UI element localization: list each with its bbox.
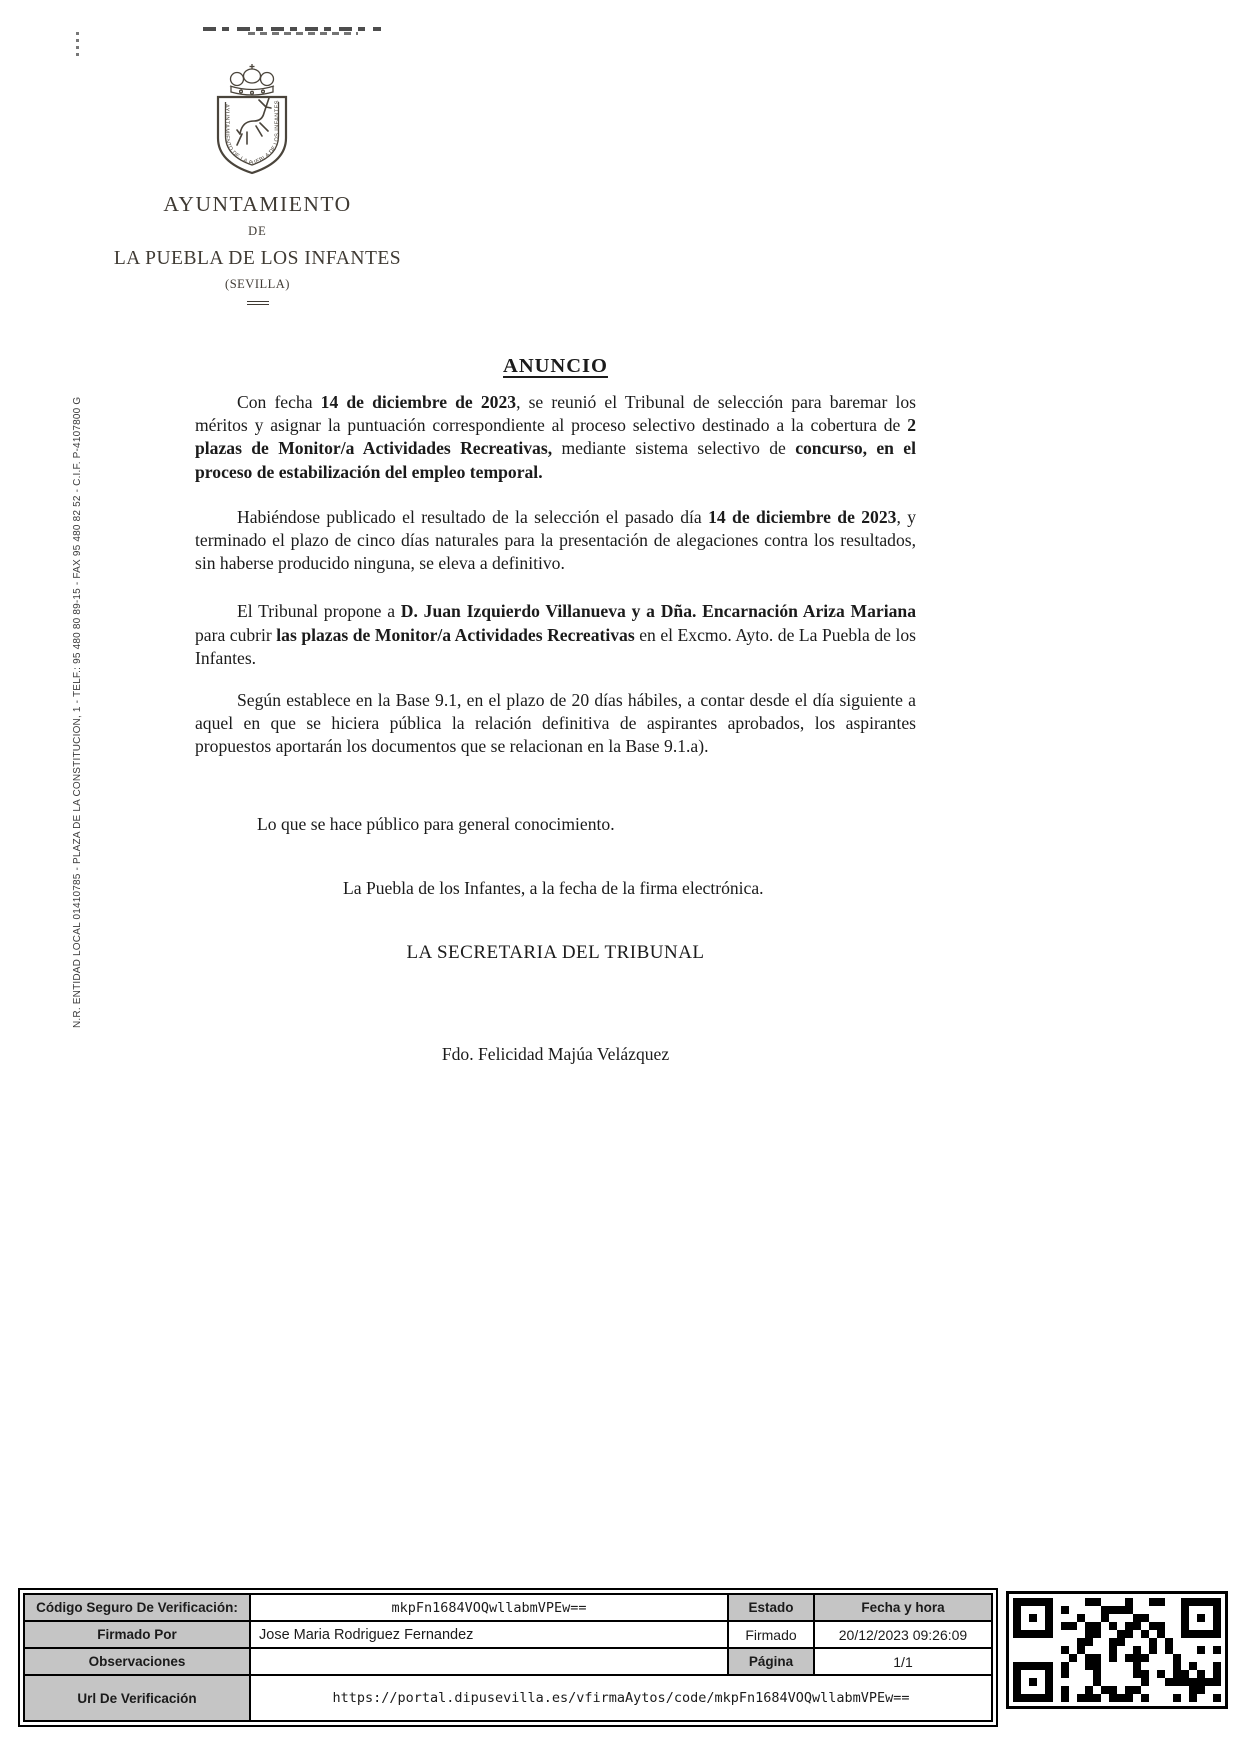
signer-role-line: LA SECRETARIA DEL TRIBUNAL [406,942,705,964]
csv-label: Código Seguro De Verificación: [24,1594,250,1621]
deer-icon [237,98,271,145]
place-and-date-line: La Puebla de los Infantes, a la fecha de la firma electrónica. [343,877,764,898]
crest-ring-text: AYUNTAMIENTO DE LA PUEBLA DE LOS INFANTES [223,100,281,167]
table-row [24,1594,992,1621]
crest-icon [204,62,300,184]
org-name-line-1: AYUNTAMIENTO [163,192,352,216]
page-title: ANUNCIO [503,355,608,377]
qr-pattern [1013,1598,1221,1702]
org-name-line-2: DE [248,224,267,238]
csv-value: mkpFn1684VOQwllabmVPEw== [250,1594,728,1621]
pagina-header: Página [728,1648,814,1675]
organization-header [100,192,415,305]
scan-artifact-line-2 [248,32,358,35]
municipal-crest [204,62,300,184]
document-body [195,391,916,1066]
signed-by-line: Fdo. Felicidad Majúa Velázquez [441,1044,670,1065]
table-row [24,1621,992,1648]
url-verificacion-value: https://portal.dipusevilla.es/vfirmaAytos/code/mkpFn1684VOQwllabmVPEw== [250,1675,992,1721]
scan-artifact-corner [76,30,79,56]
firmado-por-value: Jose Maria Rodriguez Fernandez [250,1621,728,1648]
paragraph-4: Según establece en la Base 9.1, en el plazo de 20 días hábiles, a contar desde el día siguiente a aquel en que se hiciera pública la relación definitiva de aspirantes aprobados, los aspirantes propuestos aportarán los documentos que se relacionan en la Base 9.1.a). [195,690,916,757]
observaciones-label: Observaciones [24,1648,250,1675]
closing-line: Lo que se hace público para general conocimiento. [257,813,615,834]
scan-artifact-line [203,27,381,31]
qr-code [1006,1591,1228,1709]
estado-header: Estado [728,1594,814,1621]
svg-text:AYUNTAMIENTO DE LA PUEBLA DE L [223,100,280,167]
estado-value: Firmado [728,1621,814,1648]
paragraph-3: El Tribunal propone a D. Juan Izquierdo Villanueva y a Dña. Encarnación Ariza Mariana para cubrir las plazas de Monitor/a Actividades Recreativas en el Excmo. Ayto. de La Puebla de los Infantes. [195,601,916,668]
firmado-por-label: Firmado Por [24,1621,250,1648]
header-divider [247,301,269,305]
observaciones-value [250,1648,728,1675]
org-name-line-3: LA PUEBLA DE LOS INFANTES [113,248,402,269]
table-row [24,1648,992,1675]
entity-registration-sideline: N.R. ENTIDAD LOCAL 01410785 - PLAZA DE LA CONSTITUCION, 1 - TELF.: 95 480 80 89-15 - FAX 95 480 82 52 - C.I.F. P-4107800 G [72,396,83,1028]
fecha-hora-value: 20/12/2023 09:26:09 [814,1621,992,1648]
org-province-line: (SEVILLA) [225,277,290,291]
paragraph-2: Habiéndose publicado el resultado de la selección el pasado día 14 de diciembre de 2023, y terminado el plazo de cinco días naturales para la presentación de alegaciones contra los resultados, sin haberse producido ninguna, se eleva a definitivo. [195,506,916,574]
fecha-hora-header: Fecha y hora [814,1594,992,1621]
signature-verification-table [18,1588,998,1727]
pagina-value: 1/1 [814,1648,992,1675]
table-row [24,1675,992,1721]
url-verificacion-label: Url De Verificación [24,1675,250,1721]
paragraph-1: Con fecha 14 de diciembre de 2023, se reunió el Tribunal de selección para baremar los méritos y asignar la puntuación correspondiente al proceso selectivo destinado a la cobertura de 2 plazas de Monitor/a Actividades Recreativas, mediante sistema selectivo de concurso, en el proceso de estabilización del empleo temporal. [195,392,917,482]
